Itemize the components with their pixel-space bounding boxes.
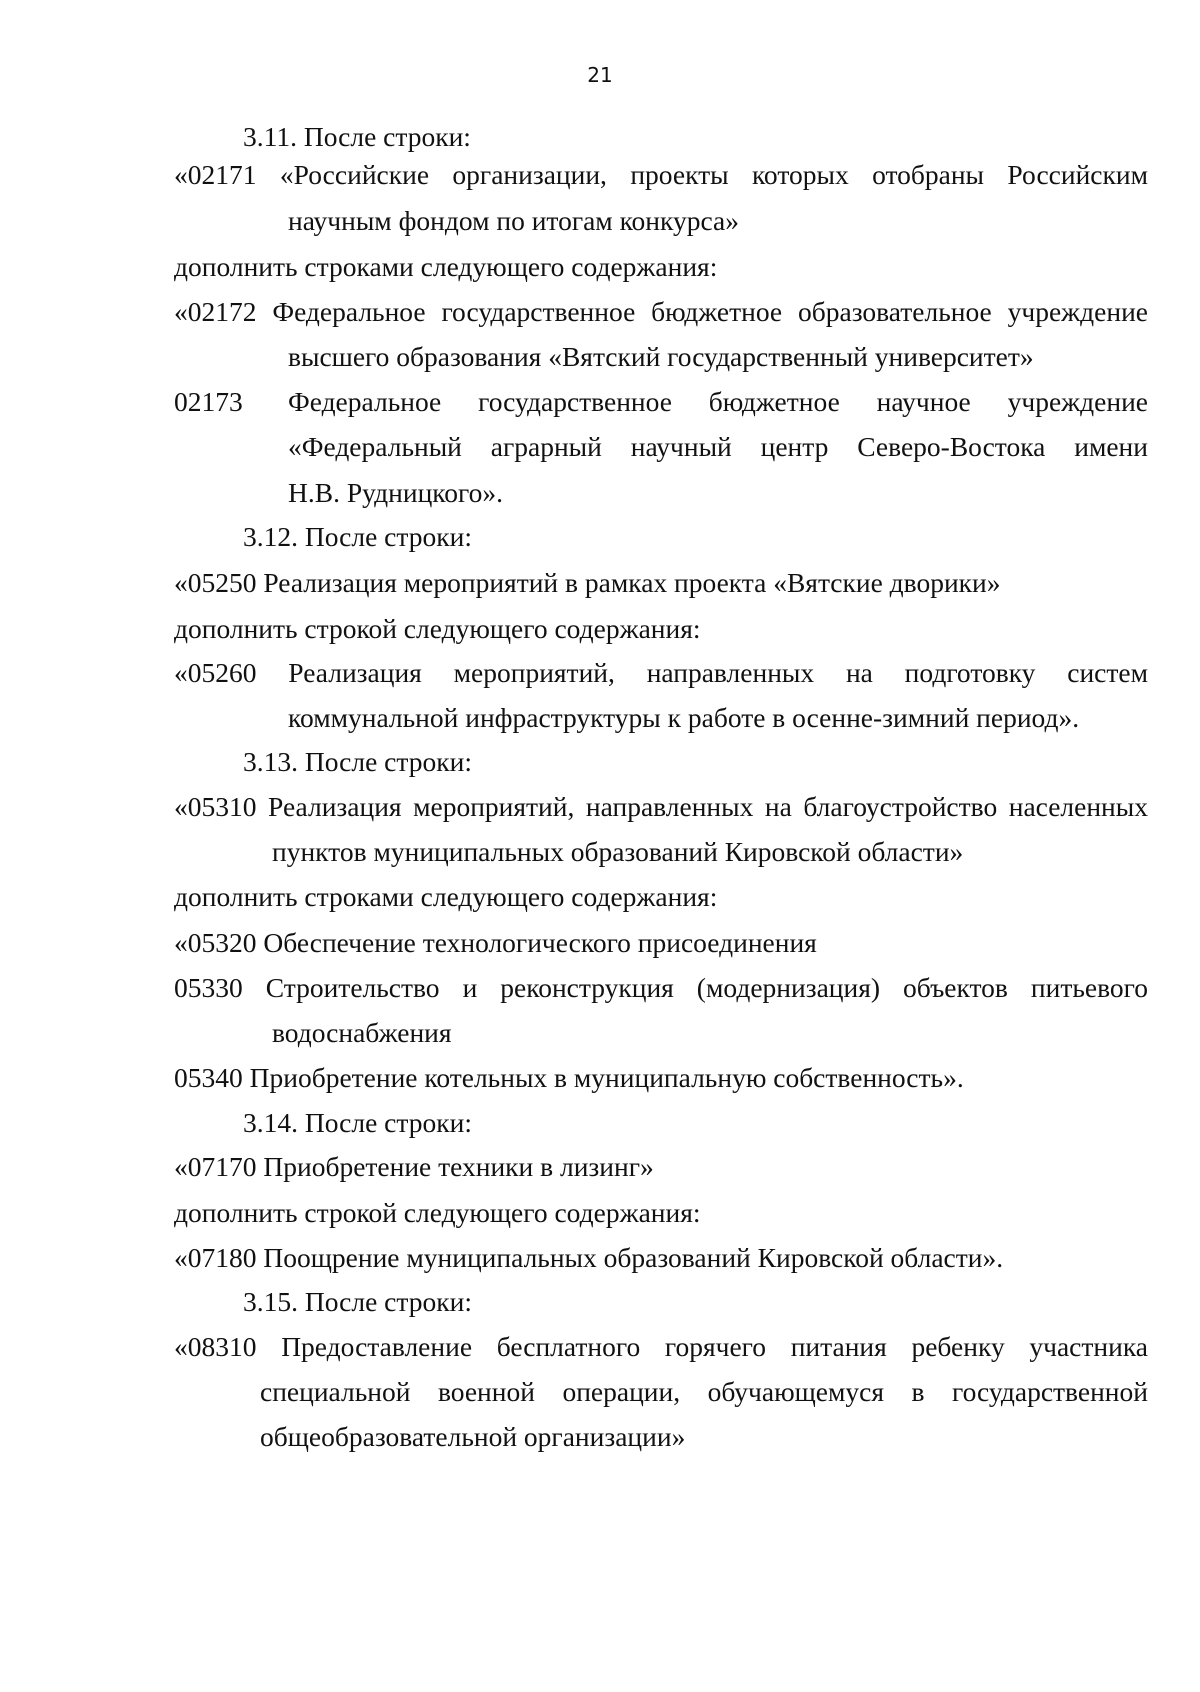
line-code: 02173: [174, 386, 243, 417]
instruction-line: дополнить строками следующего содержания:: [174, 251, 718, 282]
added-line-continuation: высшего образования «Вятский государственный университет»: [288, 341, 1034, 372]
added-line-continuation: «Федеральный аграрный научный центр Северо-Востока имени: [288, 431, 1148, 462]
quoted-line-continuation: общеобразовательной организации»: [260, 1421, 686, 1452]
added-line: «07180 Поощрение муниципальных образований Кировской области».: [174, 1242, 1004, 1273]
added-line-continuation: коммунальной инфраструктуры к работе в осенне-зимний период».: [288, 702, 1080, 733]
instruction-line: дополнить строками следующего содержания:: [174, 881, 718, 912]
quoted-line: «08310 Предоставление бесплатного горячего питания ребенку участника: [174, 1331, 1148, 1362]
quoted-line: «07170 Приобретение техники в лизинг»: [174, 1151, 654, 1182]
added-line: «05320 Обеспечение технологического присоединения: [174, 927, 817, 958]
page-number: 21: [587, 63, 613, 87]
quoted-line-continuation: пунктов муниципальных образований Кировской области»: [272, 836, 964, 867]
quoted-line: «05310 Реализация мероприятий, направленных на благоустройство населенных: [174, 791, 1148, 822]
section-heading: 3.13. После строки:: [243, 746, 472, 777]
section-heading: 3.11. После строки:: [243, 121, 471, 152]
line-text: Федеральное государственное бюджетное научное учреждение: [288, 386, 1148, 417]
quoted-line-continuation: специальной военной операции, обучающемуся в государственной: [260, 1376, 1148, 1407]
added-line-continuation: Н.В. Рудницкого».: [288, 477, 503, 508]
added-line-continuation: водоснабжения: [272, 1017, 452, 1048]
section-heading: 3.12. После строки:: [243, 521, 472, 552]
instruction-line: дополнить строкой следующего содержания:: [174, 1197, 701, 1228]
section-heading: 3.14. После строки:: [243, 1107, 472, 1138]
quoted-line: «02171 «Российские организации, проекты которых отобраны Российским: [174, 159, 1148, 190]
added-line: «02172 Федеральное государственное бюджетное образовательное учреждение: [174, 296, 1148, 327]
added-line: [174, 385, 1148, 419]
instruction-line: дополнить строкой следующего содержания:: [174, 613, 701, 644]
added-line: 05330 Строительство и реконструкция (модернизация) объектов питьевого: [174, 972, 1148, 1003]
added-line: 05340 Приобретение котельных в муниципальную собственность».: [174, 1062, 964, 1093]
section-heading: 3.15. После строки:: [243, 1286, 472, 1317]
added-line: «05260 Реализация мероприятий, направленных на подготовку систем: [174, 657, 1148, 688]
quoted-line: «05250 Реализация мероприятий в рамках проекта «Вятские дворики»: [174, 567, 1001, 598]
quoted-line-continuation: научным фондом по итогам конкурса»: [288, 205, 739, 236]
